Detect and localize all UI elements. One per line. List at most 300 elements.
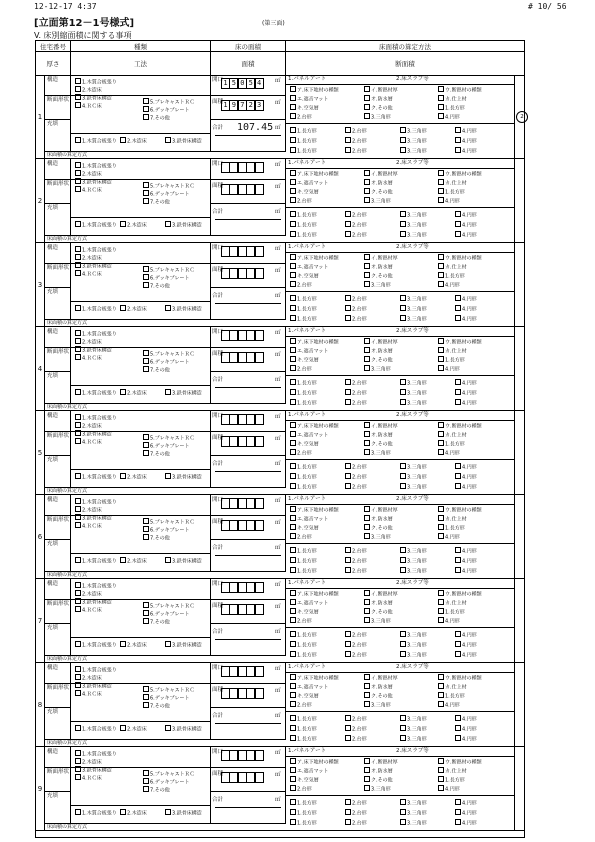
type-checkbox[interactable]: 3.鉄骨床構造 bbox=[75, 766, 112, 774]
type-checkbox[interactable]: 5.プレキャストＲＣ bbox=[143, 350, 195, 358]
type-checkbox[interactable]: 6.デッキプレート bbox=[143, 778, 189, 786]
shape-checkbox[interactable]: 3.三角形 bbox=[400, 315, 427, 323]
shape-checkbox[interactable]: 1.長方形 bbox=[290, 473, 317, 481]
type-checkbox[interactable]: 3.鉄骨床構造 bbox=[75, 262, 112, 270]
shape-checkbox[interactable]: 4.円形 bbox=[455, 211, 477, 219]
type-checkbox[interactable]: 1.木質合板張り bbox=[75, 78, 117, 86]
type-checkbox[interactable]: 1.木質合板張り bbox=[75, 330, 117, 338]
shape-checkbox[interactable]: 2.台形 bbox=[345, 557, 367, 565]
shape-checkbox[interactable]: 3.三角形 bbox=[400, 715, 427, 723]
type-checkbox[interactable]: 5.プレキャストＲＣ bbox=[143, 686, 195, 694]
shape-checkbox[interactable]: 1.長方形 bbox=[290, 463, 317, 471]
area-digit[interactable]: 2 bbox=[246, 100, 255, 111]
shape-checkbox[interactable]: 3.三角形 bbox=[400, 305, 427, 313]
method-checkbox[interactable]: ク.その他 bbox=[364, 104, 393, 112]
shape-checkbox[interactable]: 2.台形 bbox=[345, 463, 367, 471]
shape-checkbox[interactable]: 1.長方形 bbox=[290, 211, 317, 219]
area-digit[interactable]: 5 bbox=[229, 78, 238, 89]
method-checkbox[interactable]: ウ.断熱材の種類 bbox=[438, 254, 482, 262]
method-checkbox[interactable]: ク.その他 bbox=[364, 608, 393, 616]
shape-checkbox[interactable]: 1.長方形 bbox=[290, 399, 317, 407]
type-checkbox[interactable]: 3.鉄骨床構造 bbox=[75, 598, 112, 606]
shape-checkbox[interactable]: 4.円形 bbox=[455, 463, 477, 471]
shape-checkbox[interactable]: 2.台形 bbox=[345, 221, 367, 229]
type-checkbox[interactable]: 7.その他 bbox=[143, 786, 170, 794]
method-checkbox[interactable]: カ.仕上材 bbox=[438, 599, 467, 607]
type-checkbox[interactable]: 3.鉄骨床構造 bbox=[165, 557, 202, 565]
method-checkbox[interactable]: 3.三角形 bbox=[364, 533, 391, 541]
method-checkbox[interactable]: エ.遮音マット bbox=[290, 599, 328, 607]
type-checkbox[interactable]: 2.木造床 bbox=[120, 725, 147, 733]
shape-checkbox[interactable]: 4.円形 bbox=[455, 715, 477, 723]
shape-checkbox[interactable]: 3.三角形 bbox=[400, 819, 427, 827]
shape-checkbox[interactable]: 3.三角形 bbox=[400, 735, 427, 743]
area-digit[interactable] bbox=[255, 330, 264, 341]
type-checkbox[interactable]: 4.ＲＣ床 bbox=[75, 522, 102, 530]
shape-checkbox[interactable]: 4.円形 bbox=[455, 641, 477, 649]
type-checkbox[interactable]: 3.鉄骨床構造 bbox=[75, 514, 112, 522]
shape-checkbox[interactable]: 1.長方形 bbox=[290, 715, 317, 723]
type-checkbox[interactable]: 1.木質合板張り bbox=[75, 221, 117, 229]
shape-checkbox[interactable]: 1.長方形 bbox=[290, 231, 317, 239]
method-checkbox[interactable]: 2.台形 bbox=[290, 617, 312, 625]
method-checkbox[interactable]: ウ.断熱材の種類 bbox=[438, 506, 482, 514]
shape-checkbox[interactable]: 2.台形 bbox=[345, 631, 367, 639]
method-checkbox[interactable]: ク.その他 bbox=[364, 356, 393, 364]
shape-checkbox[interactable]: 4.円形 bbox=[455, 399, 477, 407]
shape-checkbox[interactable]: 2.台形 bbox=[345, 483, 367, 491]
area-digit[interactable] bbox=[255, 162, 264, 173]
shape-checkbox[interactable]: 3.三角形 bbox=[400, 399, 427, 407]
area-digit[interactable] bbox=[255, 498, 264, 509]
area-digit[interactable] bbox=[255, 352, 264, 363]
shape-checkbox[interactable]: 1.長方形 bbox=[290, 315, 317, 323]
type-checkbox[interactable]: 1.木質合板張り bbox=[75, 725, 117, 733]
shape-checkbox[interactable]: 3.三角形 bbox=[400, 379, 427, 387]
method-checkbox[interactable]: オ.防水層 bbox=[364, 683, 393, 691]
shape-checkbox[interactable]: 1.長方形 bbox=[290, 127, 317, 135]
shape-checkbox[interactable]: 2.台形 bbox=[345, 641, 367, 649]
shape-checkbox[interactable]: 3.三角形 bbox=[400, 557, 427, 565]
method-checkbox[interactable]: オ.防水層 bbox=[364, 515, 393, 523]
type-checkbox[interactable]: 2.木造床 bbox=[75, 758, 102, 766]
area-digit[interactable] bbox=[255, 750, 264, 761]
shape-checkbox[interactable]: 2.台形 bbox=[345, 725, 367, 733]
type-checkbox[interactable]: 1.木質合板張り bbox=[75, 641, 117, 649]
area-digit[interactable]: 1 bbox=[221, 78, 230, 89]
shape-checkbox[interactable]: 1.長方形 bbox=[290, 651, 317, 659]
method-checkbox[interactable]: ウ.断熱材の種類 bbox=[438, 422, 482, 430]
shape-checkbox[interactable]: 3.三角形 bbox=[400, 547, 427, 555]
type-checkbox[interactable]: 2.木造床 bbox=[120, 809, 147, 817]
method-checkbox[interactable]: 2.台形 bbox=[290, 449, 312, 457]
area-digit[interactable]: 9 bbox=[229, 100, 238, 111]
shape-checkbox[interactable]: 2.台形 bbox=[345, 715, 367, 723]
shape-checkbox[interactable]: 3.三角形 bbox=[400, 221, 427, 229]
method-checkbox[interactable]: エ.遮音マット bbox=[290, 263, 328, 271]
method-checkbox[interactable]: キ.空気層 bbox=[290, 188, 319, 196]
type-checkbox[interactable]: 3.鉄骨床構造 bbox=[75, 178, 112, 186]
shape-checkbox[interactable]: 1.長方形 bbox=[290, 483, 317, 491]
shape-checkbox[interactable]: 1.長方形 bbox=[290, 147, 317, 155]
shape-checkbox[interactable]: 3.三角形 bbox=[400, 809, 427, 817]
method-checkbox[interactable]: ア.床下地材の種類 bbox=[290, 422, 339, 430]
method-checkbox[interactable]: ア.床下地材の種類 bbox=[290, 674, 339, 682]
shape-checkbox[interactable]: 2.台形 bbox=[345, 399, 367, 407]
type-checkbox[interactable]: 2.木造床 bbox=[75, 506, 102, 514]
method-checkbox[interactable]: キ.空気層 bbox=[290, 356, 319, 364]
type-checkbox[interactable]: 5.プレキャストＲＣ bbox=[143, 182, 195, 190]
shape-checkbox[interactable]: 2.台形 bbox=[345, 231, 367, 239]
shape-checkbox[interactable]: 1.長方形 bbox=[290, 389, 317, 397]
type-checkbox[interactable]: 2.木造床 bbox=[120, 557, 147, 565]
type-checkbox[interactable]: 4.ＲＣ床 bbox=[75, 270, 102, 278]
shape-checkbox[interactable]: 3.三角形 bbox=[400, 137, 427, 145]
method-checkbox[interactable]: イ.断熱材厚 bbox=[364, 254, 398, 262]
method-checkbox[interactable]: 3.三角形 bbox=[364, 617, 391, 625]
shape-checkbox[interactable]: 1.長方形 bbox=[290, 379, 317, 387]
area-digit[interactable] bbox=[255, 520, 264, 531]
shape-checkbox[interactable]: 2.台形 bbox=[345, 211, 367, 219]
method-checkbox[interactable]: ク.その他 bbox=[364, 272, 393, 280]
type-checkbox[interactable]: 7.その他 bbox=[143, 198, 170, 206]
method-checkbox[interactable]: 1.長方形 bbox=[438, 524, 465, 532]
type-checkbox[interactable]: 1.木質合板張り bbox=[75, 473, 117, 481]
type-checkbox[interactable]: 1.木質合板張り bbox=[75, 557, 117, 565]
shape-checkbox[interactable]: 3.三角形 bbox=[400, 295, 427, 303]
type-checkbox[interactable]: 1.木質合板張り bbox=[75, 246, 117, 254]
shape-checkbox[interactable]: 4.円形 bbox=[455, 473, 477, 481]
shape-checkbox[interactable]: 3.三角形 bbox=[400, 483, 427, 491]
shape-checkbox[interactable]: 4.円形 bbox=[455, 315, 477, 323]
shape-checkbox[interactable]: 4.円形 bbox=[455, 725, 477, 733]
method-checkbox[interactable]: 3.三角形 bbox=[364, 701, 391, 709]
area-digit[interactable]: 0 bbox=[238, 78, 247, 89]
shape-checkbox[interactable]: 2.台形 bbox=[345, 547, 367, 555]
shape-checkbox[interactable]: 4.円形 bbox=[455, 389, 477, 397]
method-checkbox[interactable]: 4.円形 bbox=[438, 197, 460, 205]
area-digit[interactable] bbox=[255, 436, 264, 447]
type-checkbox[interactable]: 4.ＲＣ床 bbox=[75, 186, 102, 194]
area-digit[interactable]: 4 bbox=[255, 78, 264, 89]
method-checkbox[interactable]: キ.空気層 bbox=[290, 272, 319, 280]
shape-checkbox[interactable]: 2.台形 bbox=[345, 295, 367, 303]
shape-checkbox[interactable]: 2.台形 bbox=[345, 389, 367, 397]
method-checkbox[interactable]: 3.三角形 bbox=[364, 197, 391, 205]
method-checkbox[interactable]: エ.遮音マット bbox=[290, 683, 328, 691]
method-checkbox[interactable]: 3.三角形 bbox=[364, 113, 391, 121]
type-checkbox[interactable]: 6.デッキプレート bbox=[143, 274, 189, 282]
method-checkbox[interactable]: イ.断熱材厚 bbox=[364, 170, 398, 178]
type-checkbox[interactable]: 6.デッキプレート bbox=[143, 694, 189, 702]
shape-checkbox[interactable]: 2.台形 bbox=[345, 819, 367, 827]
area-digit[interactable]: 1 bbox=[221, 100, 230, 111]
type-checkbox[interactable]: 6.デッキプレート bbox=[143, 106, 189, 114]
method-checkbox[interactable]: キ.空気層 bbox=[290, 608, 319, 616]
method-checkbox[interactable]: ク.その他 bbox=[364, 188, 393, 196]
shape-checkbox[interactable]: 1.長方形 bbox=[290, 631, 317, 639]
method-checkbox[interactable]: 2.台形 bbox=[290, 785, 312, 793]
shape-checkbox[interactable]: 2.台形 bbox=[345, 305, 367, 313]
method-checkbox[interactable]: カ.仕上材 bbox=[438, 347, 467, 355]
method-checkbox[interactable]: イ.断熱材厚 bbox=[364, 422, 398, 430]
method-checkbox[interactable]: エ.遮音マット bbox=[290, 95, 328, 103]
type-checkbox[interactable]: 2.木造床 bbox=[120, 221, 147, 229]
type-checkbox[interactable]: 4.ＲＣ床 bbox=[75, 774, 102, 782]
shape-checkbox[interactable]: 4.円形 bbox=[455, 305, 477, 313]
area-digit[interactable] bbox=[255, 268, 264, 279]
type-checkbox[interactable]: 3.鉄骨床構造 bbox=[165, 389, 202, 397]
type-checkbox[interactable]: 1.木質合板張り bbox=[75, 305, 117, 313]
shape-checkbox[interactable]: 4.円形 bbox=[455, 147, 477, 155]
method-checkbox[interactable]: ア.床下地材の種類 bbox=[290, 254, 339, 262]
method-checkbox[interactable]: 1.長方形 bbox=[438, 188, 465, 196]
type-checkbox[interactable]: 1.木質合板張り bbox=[75, 498, 117, 506]
shape-checkbox[interactable]: 3.三角形 bbox=[400, 567, 427, 575]
method-checkbox[interactable]: 1.長方形 bbox=[438, 608, 465, 616]
shape-checkbox[interactable]: 2.台形 bbox=[345, 809, 367, 817]
method-checkbox[interactable]: ア.床下地材の種類 bbox=[290, 506, 339, 514]
shape-checkbox[interactable]: 4.円形 bbox=[455, 483, 477, 491]
method-checkbox[interactable]: ク.その他 bbox=[364, 440, 393, 448]
type-checkbox[interactable]: 4.ＲＣ床 bbox=[75, 438, 102, 446]
area-digit[interactable] bbox=[255, 582, 264, 593]
area-digit[interactable]: 7 bbox=[238, 100, 247, 111]
shape-checkbox[interactable]: 1.長方形 bbox=[290, 725, 317, 733]
shape-checkbox[interactable]: 4.円形 bbox=[455, 631, 477, 639]
shape-checkbox[interactable]: 2.台形 bbox=[345, 735, 367, 743]
type-checkbox[interactable]: 1.木質合板張り bbox=[75, 809, 117, 817]
type-checkbox[interactable]: 7.その他 bbox=[143, 114, 170, 122]
method-checkbox[interactable]: エ.遮音マット bbox=[290, 767, 328, 775]
method-checkbox[interactable]: ウ.断熱材の種類 bbox=[438, 170, 482, 178]
method-checkbox[interactable]: 4.円形 bbox=[438, 785, 460, 793]
shape-checkbox[interactable]: 2.台形 bbox=[345, 147, 367, 155]
shape-checkbox[interactable]: 1.長方形 bbox=[290, 221, 317, 229]
type-checkbox[interactable]: 2.木造床 bbox=[120, 473, 147, 481]
type-checkbox[interactable]: 5.プレキャストＲＣ bbox=[143, 434, 195, 442]
method-checkbox[interactable]: カ.仕上材 bbox=[438, 431, 467, 439]
type-checkbox[interactable]: 2.木造床 bbox=[75, 254, 102, 262]
type-checkbox[interactable]: 6.デッキプレート bbox=[143, 190, 189, 198]
method-checkbox[interactable]: ウ.断熱材の種類 bbox=[438, 86, 482, 94]
method-checkbox[interactable]: 4.円形 bbox=[438, 113, 460, 121]
shape-checkbox[interactable]: 2.台形 bbox=[345, 473, 367, 481]
method-checkbox[interactable]: オ.防水層 bbox=[364, 179, 393, 187]
method-checkbox[interactable]: キ.空気層 bbox=[290, 104, 319, 112]
type-checkbox[interactable]: 1.木質合板張り bbox=[75, 414, 117, 422]
method-checkbox[interactable]: 3.三角形 bbox=[364, 449, 391, 457]
method-checkbox[interactable]: 4.円形 bbox=[438, 365, 460, 373]
method-checkbox[interactable]: 4.円形 bbox=[438, 281, 460, 289]
type-checkbox[interactable]: 1.木質合板張り bbox=[75, 666, 117, 674]
method-checkbox[interactable]: イ.断熱材厚 bbox=[364, 674, 398, 682]
shape-checkbox[interactable]: 4.円形 bbox=[455, 819, 477, 827]
method-checkbox[interactable]: 4.円形 bbox=[438, 449, 460, 457]
shape-checkbox[interactable]: 1.長方形 bbox=[290, 641, 317, 649]
method-checkbox[interactable]: オ.防水層 bbox=[364, 95, 393, 103]
type-checkbox[interactable]: 7.その他 bbox=[143, 366, 170, 374]
type-checkbox[interactable]: 1.木質合板張り bbox=[75, 750, 117, 758]
shape-checkbox[interactable]: 3.三角形 bbox=[400, 651, 427, 659]
shape-checkbox[interactable]: 4.円形 bbox=[455, 799, 477, 807]
shape-checkbox[interactable]: 3.三角形 bbox=[400, 127, 427, 135]
type-checkbox[interactable]: 7.その他 bbox=[143, 702, 170, 710]
shape-checkbox[interactable]: 1.長方形 bbox=[290, 799, 317, 807]
method-checkbox[interactable]: 1.長方形 bbox=[438, 104, 465, 112]
type-checkbox[interactable]: 1.木質合板張り bbox=[75, 162, 117, 170]
shape-checkbox[interactable]: 4.円形 bbox=[455, 221, 477, 229]
type-checkbox[interactable]: 7.その他 bbox=[143, 282, 170, 290]
shape-checkbox[interactable]: 3.三角形 bbox=[400, 641, 427, 649]
type-checkbox[interactable]: 4.ＲＣ床 bbox=[75, 102, 102, 110]
type-checkbox[interactable]: 1.木質合板張り bbox=[75, 582, 117, 590]
method-checkbox[interactable]: ア.床下地材の種類 bbox=[290, 758, 339, 766]
type-checkbox[interactable]: 2.木造床 bbox=[75, 86, 102, 94]
method-checkbox[interactable]: イ.断熱材厚 bbox=[364, 338, 398, 346]
shape-checkbox[interactable]: 1.長方形 bbox=[290, 809, 317, 817]
shape-checkbox[interactable]: 3.三角形 bbox=[400, 473, 427, 481]
method-checkbox[interactable]: ア.床下地材の種類 bbox=[290, 338, 339, 346]
shape-checkbox[interactable]: 4.円形 bbox=[455, 557, 477, 565]
area-digit[interactable]: 3 bbox=[255, 100, 264, 111]
shape-checkbox[interactable]: 2.台形 bbox=[345, 379, 367, 387]
shape-checkbox[interactable]: 4.円形 bbox=[455, 137, 477, 145]
shape-checkbox[interactable]: 2.台形 bbox=[345, 567, 367, 575]
type-checkbox[interactable]: 6.デッキプレート bbox=[143, 358, 189, 366]
type-checkbox[interactable]: 5.プレキャストＲＣ bbox=[143, 602, 195, 610]
area-digit[interactable] bbox=[255, 772, 264, 783]
type-checkbox[interactable]: 2.木造床 bbox=[120, 641, 147, 649]
method-checkbox[interactable]: 3.三角形 bbox=[364, 281, 391, 289]
method-checkbox[interactable]: ウ.断熱材の種類 bbox=[438, 590, 482, 598]
shape-checkbox[interactable]: 4.円形 bbox=[455, 809, 477, 817]
type-checkbox[interactable]: 5.プレキャストＲＣ bbox=[143, 518, 195, 526]
method-checkbox[interactable]: 1.長方形 bbox=[438, 776, 465, 784]
type-checkbox[interactable]: 2.木造床 bbox=[120, 137, 147, 145]
method-checkbox[interactable]: 4.円形 bbox=[438, 617, 460, 625]
shape-checkbox[interactable]: 1.長方形 bbox=[290, 819, 317, 827]
shape-checkbox[interactable]: 1.長方形 bbox=[290, 137, 317, 145]
shape-checkbox[interactable]: 4.円形 bbox=[455, 735, 477, 743]
shape-checkbox[interactable]: 3.三角形 bbox=[400, 725, 427, 733]
type-checkbox[interactable]: 7.その他 bbox=[143, 450, 170, 458]
shape-checkbox[interactable]: 3.三角形 bbox=[400, 147, 427, 155]
method-checkbox[interactable]: 2.台形 bbox=[290, 365, 312, 373]
method-checkbox[interactable]: 2.台形 bbox=[290, 113, 312, 121]
method-checkbox[interactable]: 2.台形 bbox=[290, 701, 312, 709]
method-checkbox[interactable]: カ.仕上材 bbox=[438, 767, 467, 775]
type-checkbox[interactable]: 7.その他 bbox=[143, 618, 170, 626]
method-checkbox[interactable]: 1.長方形 bbox=[438, 692, 465, 700]
type-checkbox[interactable]: 5.プレキャストＲＣ bbox=[143, 98, 195, 106]
area-digit[interactable] bbox=[255, 414, 264, 425]
method-checkbox[interactable]: キ.空気層 bbox=[290, 692, 319, 700]
type-checkbox[interactable]: 2.木造床 bbox=[75, 674, 102, 682]
shape-checkbox[interactable]: 4.円形 bbox=[455, 295, 477, 303]
method-checkbox[interactable]: 4.円形 bbox=[438, 533, 460, 541]
area-digit[interactable] bbox=[255, 184, 264, 195]
method-checkbox[interactable]: 1.長方形 bbox=[438, 272, 465, 280]
type-checkbox[interactable]: 7.その他 bbox=[143, 534, 170, 542]
type-checkbox[interactable]: 3.鉄骨床構造 bbox=[165, 725, 202, 733]
method-checkbox[interactable]: イ.断熱材厚 bbox=[364, 758, 398, 766]
type-checkbox[interactable]: 4.ＲＣ床 bbox=[75, 354, 102, 362]
method-checkbox[interactable]: オ.防水層 bbox=[364, 431, 393, 439]
method-checkbox[interactable]: 2.台形 bbox=[290, 197, 312, 205]
type-checkbox[interactable]: 6.デッキプレート bbox=[143, 526, 189, 534]
type-checkbox[interactable]: 2.木造床 bbox=[75, 338, 102, 346]
type-checkbox[interactable]: 1.木質合板張り bbox=[75, 137, 117, 145]
shape-checkbox[interactable]: 4.円形 bbox=[455, 231, 477, 239]
method-checkbox[interactable]: オ.防水層 bbox=[364, 767, 393, 775]
method-checkbox[interactable]: エ.遮音マット bbox=[290, 347, 328, 355]
method-checkbox[interactable]: 4.円形 bbox=[438, 701, 460, 709]
type-checkbox[interactable]: 3.鉄骨床構造 bbox=[75, 682, 112, 690]
method-checkbox[interactable]: オ.防水層 bbox=[364, 599, 393, 607]
type-checkbox[interactable]: 3.鉄骨床構造 bbox=[75, 430, 112, 438]
area-total-value[interactable]: 107.45 bbox=[237, 122, 274, 133]
method-checkbox[interactable]: 1.長方形 bbox=[438, 440, 465, 448]
type-checkbox[interactable]: 3.鉄骨床構造 bbox=[165, 473, 202, 481]
area-digit[interactable]: 5 bbox=[246, 78, 255, 89]
method-checkbox[interactable]: カ.仕上材 bbox=[438, 515, 467, 523]
method-checkbox[interactable]: 3.三角形 bbox=[364, 785, 391, 793]
method-checkbox[interactable]: イ.断熱材厚 bbox=[364, 86, 398, 94]
type-checkbox[interactable]: 2.木造床 bbox=[75, 422, 102, 430]
method-checkbox[interactable]: カ.仕上材 bbox=[438, 95, 467, 103]
method-checkbox[interactable]: 2.台形 bbox=[290, 281, 312, 289]
method-checkbox[interactable]: ク.その他 bbox=[364, 776, 393, 784]
method-checkbox[interactable]: ア.床下地材の種類 bbox=[290, 86, 339, 94]
shape-checkbox[interactable]: 4.円形 bbox=[455, 127, 477, 135]
shape-checkbox[interactable]: 4.円形 bbox=[455, 567, 477, 575]
method-checkbox[interactable]: 1.長方形 bbox=[438, 356, 465, 364]
type-checkbox[interactable]: 4.ＲＣ床 bbox=[75, 606, 102, 614]
method-checkbox[interactable]: キ.空気層 bbox=[290, 524, 319, 532]
method-checkbox[interactable]: オ.防水層 bbox=[364, 263, 393, 271]
shape-checkbox[interactable]: 2.台形 bbox=[345, 127, 367, 135]
type-checkbox[interactable]: 6.デッキプレート bbox=[143, 610, 189, 618]
shape-checkbox[interactable]: 2.台形 bbox=[345, 137, 367, 145]
shape-checkbox[interactable]: 1.長方形 bbox=[290, 305, 317, 313]
method-checkbox[interactable]: ク.その他 bbox=[364, 524, 393, 532]
shape-checkbox[interactable]: 3.三角形 bbox=[400, 389, 427, 397]
method-checkbox[interactable]: オ.防水層 bbox=[364, 347, 393, 355]
shape-checkbox[interactable]: 3.三角形 bbox=[400, 799, 427, 807]
method-checkbox[interactable]: キ.空気層 bbox=[290, 440, 319, 448]
method-checkbox[interactable]: カ.仕上材 bbox=[438, 263, 467, 271]
type-checkbox[interactable]: 3.鉄骨床構造 bbox=[165, 137, 202, 145]
shape-checkbox[interactable]: 4.円形 bbox=[455, 379, 477, 387]
method-checkbox[interactable]: イ.断熱材厚 bbox=[364, 590, 398, 598]
shape-checkbox[interactable]: 3.三角形 bbox=[400, 211, 427, 219]
type-checkbox[interactable]: 3.鉄骨床構造 bbox=[75, 94, 112, 102]
type-checkbox[interactable]: 3.鉄骨床構造 bbox=[165, 221, 202, 229]
method-checkbox[interactable]: エ.遮音マット bbox=[290, 515, 328, 523]
type-checkbox[interactable]: 5.プレキャストＲＣ bbox=[143, 266, 195, 274]
shape-checkbox[interactable]: 2.台形 bbox=[345, 799, 367, 807]
type-checkbox[interactable]: 2.木造床 bbox=[120, 389, 147, 397]
type-checkbox[interactable]: 6.デッキプレート bbox=[143, 442, 189, 450]
type-checkbox[interactable]: 3.鉄骨床構造 bbox=[165, 641, 202, 649]
shape-checkbox[interactable]: 1.長方形 bbox=[290, 735, 317, 743]
method-checkbox[interactable]: ウ.断熱材の種類 bbox=[438, 338, 482, 346]
method-checkbox[interactable]: イ.断熱材厚 bbox=[364, 506, 398, 514]
method-checkbox[interactable]: カ.仕上材 bbox=[438, 683, 467, 691]
method-checkbox[interactable]: エ.遮音マット bbox=[290, 431, 328, 439]
shape-checkbox[interactable]: 4.円形 bbox=[455, 651, 477, 659]
